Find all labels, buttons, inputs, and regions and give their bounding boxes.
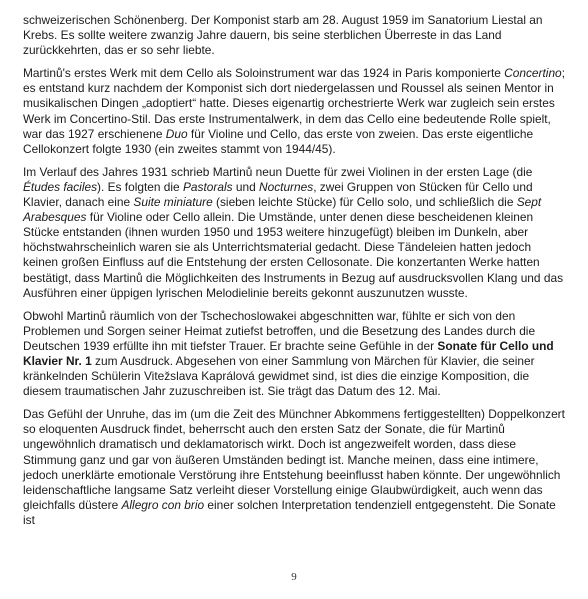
text-run: , zwei Gruppen von Stücken für Cello und Klavier, danach eine bbox=[23, 179, 533, 210]
italic-title: Nocturnes bbox=[259, 179, 314, 194]
text-run: und bbox=[232, 179, 259, 194]
italic-title: Pastorals bbox=[182, 179, 233, 194]
text-run: ; es entstand kurz nachdem der Komponist sich dort niedergelassen und Roussel als seinen Mentor in musikalischen Dingen „adoptiert“ hatte. Dieses eigenartig orchestrierte Werk war zugleich sein erstes Werk im Concertino-Stil. Das erste Instrumentalwerk, in dem das Cello eine bedeutende Rolle spielt, war das 1927 erschienene bbox=[23, 66, 565, 141]
text-run: für Violine oder Cello allein. Die Umstände, unter denen diese bescheidenen kleinen Stücke entstanden (ihnen wurden 1950 und 1953 weitere hinzugefügt) bleiben im Dunkeln, aber höchstwahrscheinlich waren sie als Unterrichtsmaterial gedacht. Diese Tändeleien hatten jedoch keinen großen Einfluss auf die Entstehung der ersten Cellosonate. Die konzertanten Werke hatten bestätigt, dass Martinů die Möglichkeiten des Instruments in Bezug auf ausdrucksvollen Klang und das Ausführen einer üppigen lyrischen Melodielinie bereits gekonnt auszunutzen wusste. bbox=[23, 210, 564, 300]
text-run: Das Gefühl der Unruhe, das im (um die Zeit des Münchner Abkommens fertiggestellten) Doppelkonzert so eloquenten Ausdruck findet, beherrscht auch den ersten Satz der Sonate, die für Martinů ungewöhnlich dramatisch und deklamatorisch wirkt. Doch ist angezweifelt worden, dass diese Stimmung ganz und gar von äußeren Umständen bedingt ist. Manche meinen, dass eine intimere, jedoch unerklärte emotionale Verstörung ihre Entstehung beeinflusst haben könnte. Der ungewöhnlich leidenschaftliche langsame Satz verleiht dieser Vorstellung einige Glaubwürdigkeit, auch wenn das gleichfalls düstere bbox=[23, 407, 565, 512]
body-text bbox=[23, 13, 568, 536]
italic-title: Allegro con brio bbox=[121, 497, 205, 512]
paragraph-4 bbox=[23, 309, 568, 400]
bold-title: Sonate für Cello und Klavier Nr. 1 bbox=[23, 338, 554, 368]
text-run: (sieben leichte Stücke) für Cello solo, und schließlich die bbox=[212, 195, 517, 210]
text-run: Martinů's erstes Werk mit dem Cello als Soloinstrument war das 1924 in Paris komponierte bbox=[23, 66, 505, 81]
italic-title: Études faciles bbox=[23, 179, 98, 194]
paragraph-3 bbox=[23, 165, 568, 301]
text-run: Obwohl Martinů räumlich von der Tschechoslowakei abgeschnitten war, fühlte er sich von den Problemen und Sorgen seiner Heimat zutiefst betroffen, und die Besetzung des Landes durch die Deutschen 1939 erfüllte ihn mit tiefster Trauer. Er brachte seine Gefühle in der bbox=[23, 308, 536, 353]
paragraph-2 bbox=[23, 66, 568, 157]
text-run: einer solchen Interpretation tendenziell entgegensteht. Die Sonate ist bbox=[23, 497, 556, 527]
italic-title: Suite miniature bbox=[133, 195, 213, 210]
text-run: Im Verlauf des Jahres 1931 schrieb Martinů neun Duette für zwei Violinen in der ersten Lage (die bbox=[23, 164, 533, 179]
text-run: für Violine und Cello, das erste von zweien. Das erste eigentliche Cellokonzert folgte 1930 (ein zweites stammt von 1944/45). bbox=[23, 126, 534, 156]
italic-title: Duo bbox=[165, 126, 188, 141]
italic-title: Sept Arabesques bbox=[23, 195, 542, 225]
text-run: ). Es folgten die bbox=[97, 179, 183, 194]
paragraph-5 bbox=[23, 407, 568, 528]
text-run: schweizerischen Schönenberg. Der Komponist starb am 28. August 1959 im Sanatorium Liestal an Krebs. Es sollte weitere zwanzig Jahre dauern, bis seine sterblichen Überreste in das Land zurückkehrten, das er so sehr liebte. bbox=[23, 13, 543, 58]
italic-title: Concertino bbox=[504, 66, 562, 81]
paragraph-1 bbox=[23, 13, 568, 58]
page-number: 9 bbox=[291, 571, 297, 583]
text-run: zum Ausdruck. Abgesehen von einer Sammlung von Märchen für Klavier, die seiner kränkelnden Schülerin Vitežslava Kaprálová gewidmet sind, ist dies die einzige Komposition, die diesem traumatischen Jahr zuzuschreiben ist. Sie trägt das Datum des 12. Mai. bbox=[23, 353, 535, 399]
